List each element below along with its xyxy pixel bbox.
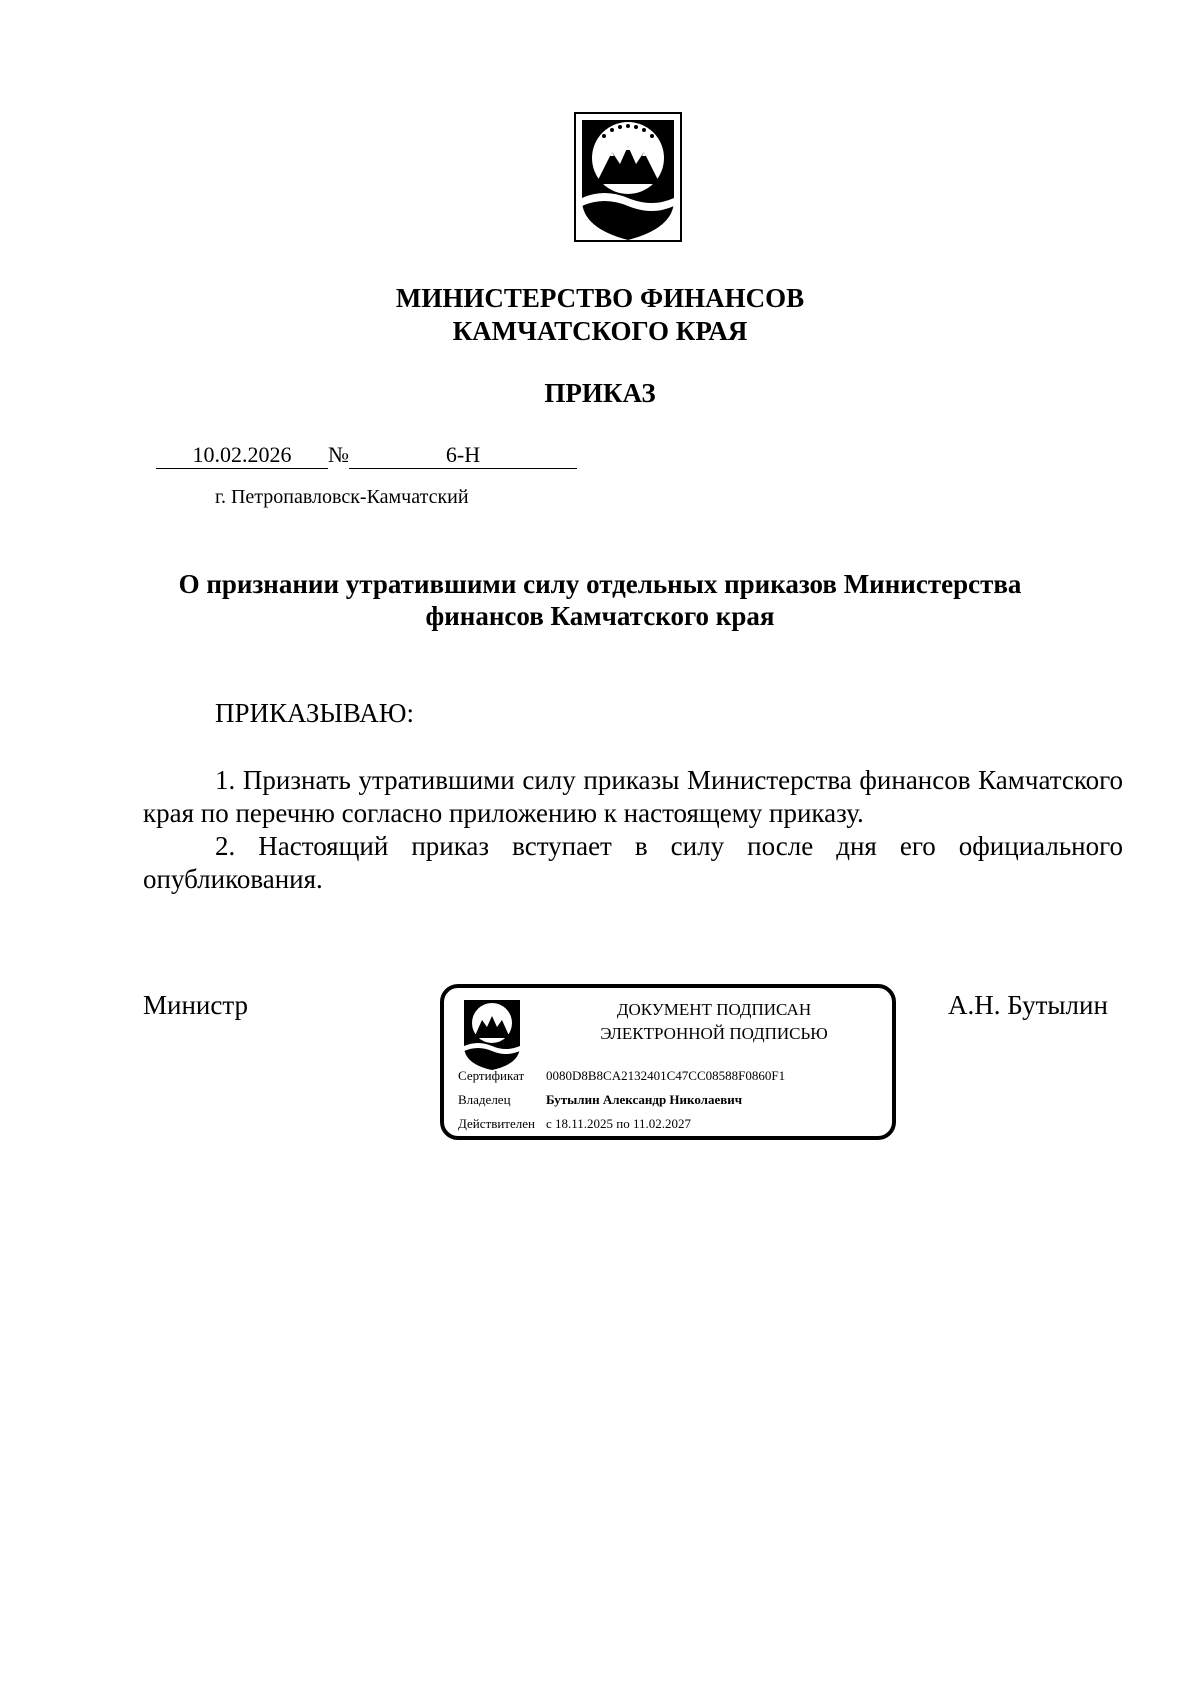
stamp-owner-row <box>458 1092 742 1108</box>
validity-value: с 18.11.2025 по 11.02.2027 <box>546 1116 692 1131</box>
signatory-name: А.Н. Бутылин <box>948 990 1108 1020</box>
stamp-title <box>544 998 884 1046</box>
city: г. Петропавловск-Камчатский <box>215 486 469 508</box>
stamp-certificate-row <box>458 1068 785 1084</box>
stamp-title-line-2: ЭЛЕКТРОННОЙ ПОДПИСЬЮ <box>600 1024 828 1043</box>
order-item-1: 1. Признать утратившими силу приказы Министерства финансов Камчатского края по перечню согласно приложению к настоящему приказу. <box>143 765 1123 828</box>
org-line-2: КАМЧАТСКОГО КРАЯ <box>452 316 748 346</box>
order-word: ПРИКАЗЫВАЮ: <box>215 698 414 728</box>
organization-name <box>0 282 1200 348</box>
stamp-validity-row <box>458 1116 691 1132</box>
subject-line-2: финансов Камчатского края <box>425 601 775 631</box>
signatory-role: Министр <box>143 990 248 1020</box>
certificate-value: 0080D8B8CA2132401C47CC08588F0860F1 <box>546 1068 786 1083</box>
registration-line <box>156 442 577 472</box>
validity-label: Действителен <box>458 1116 535 1131</box>
subject-line-1: О признании утратившими силу отдельных приказов Министерства <box>178 569 1022 599</box>
document-date: 10.02.2026 <box>156 442 328 469</box>
order-item-2: 2. Настоящий приказ вступает в силу после дня его официального опубликования. <box>143 831 1123 894</box>
number-sign: № <box>328 442 349 467</box>
owner-label: Владелец <box>458 1092 511 1107</box>
document-number: 6-Н <box>349 442 577 469</box>
owner-value: Бутылин Александр Николаевич <box>546 1092 743 1107</box>
document-type: ПРИКАЗ <box>544 378 656 408</box>
org-line-1: МИНИСТЕРСТВО ФИНАНСОВ <box>395 283 805 313</box>
stamp-coat-of-arms-icon <box>460 996 524 1072</box>
certificate-label: Сертификат <box>458 1068 525 1083</box>
stamp-title-line-1: ДОКУМЕНТ ПОДПИСАН <box>616 1000 812 1019</box>
document-subject <box>0 568 1200 632</box>
electronic-signature-stamp <box>440 984 896 1140</box>
coat-of-arms-icon <box>574 112 682 242</box>
